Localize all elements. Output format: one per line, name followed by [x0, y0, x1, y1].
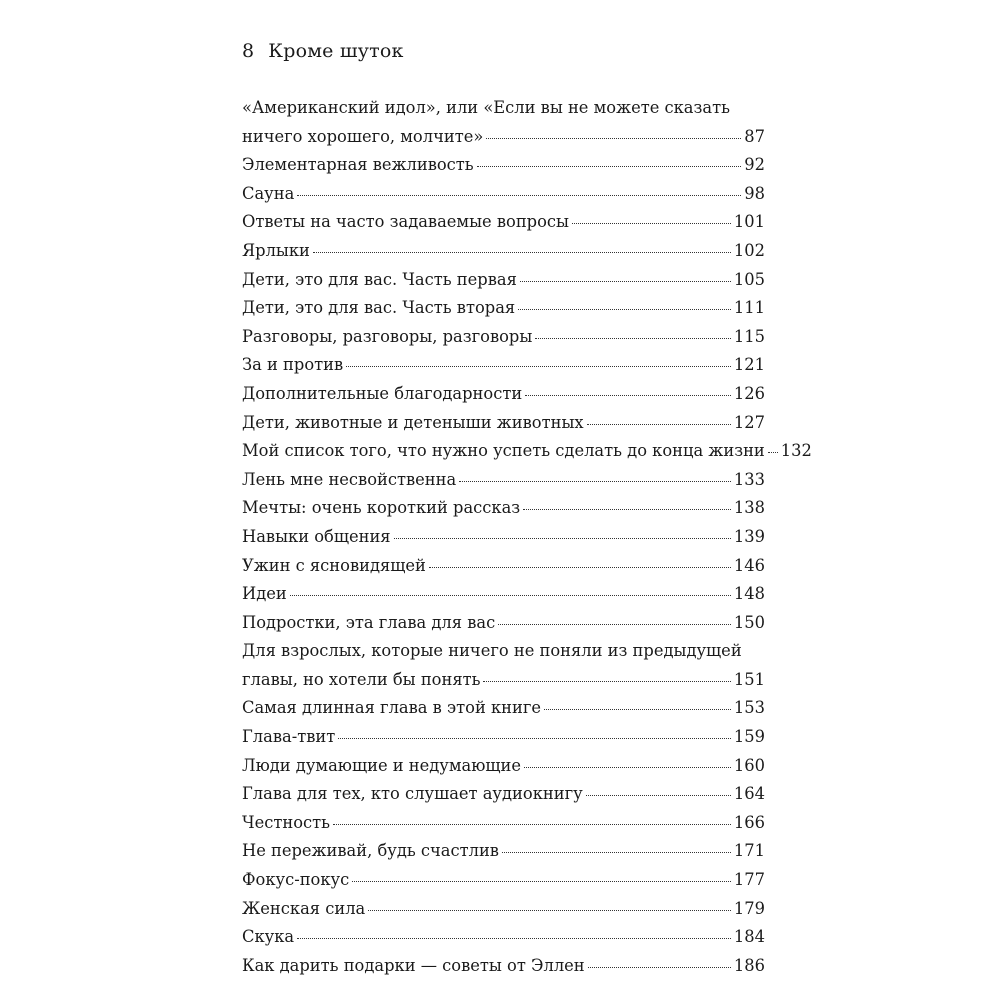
dot-leader	[346, 366, 731, 367]
toc-entry-title: Люди думающие и недумающие	[242, 755, 522, 775]
toc-entry	[242, 494, 765, 523]
dot-leader	[429, 567, 731, 568]
toc-entry-page: 164	[733, 784, 765, 804]
toc-entry-title: За и против	[242, 355, 344, 375]
toc-entry	[242, 380, 765, 409]
toc-entry-title: Навыки общения	[242, 526, 391, 546]
toc-entry-page: 98	[744, 183, 765, 203]
toc-entry	[242, 580, 765, 609]
toc-entry-title: Дети, это для вас. Часть вторая	[242, 298, 516, 318]
toc-entry-title: главы, но хотели бы понять	[242, 669, 481, 689]
table-of-contents	[242, 94, 812, 980]
toc-entry-page: 102	[733, 240, 765, 260]
dot-leader	[477, 166, 742, 167]
toc-entry-title: Скука	[242, 927, 295, 947]
dot-leader	[588, 967, 731, 968]
toc-entry-title-line1: «Американский идол», или «Если вы не можете сказать	[242, 98, 730, 117]
dot-leader	[768, 452, 778, 453]
toc-entry-title: Фокус-покус	[242, 870, 350, 890]
toc-entry-title: Разговоры, разговоры, разговоры	[242, 326, 533, 346]
toc-entry	[242, 237, 765, 266]
dot-leader	[297, 938, 731, 939]
toc-entry-page: 160	[733, 755, 765, 775]
toc-entry-page: 184	[733, 927, 765, 947]
toc-entry-title: Дети, это для вас. Часть первая	[242, 269, 517, 289]
toc-entry	[242, 323, 765, 352]
toc-entry	[242, 723, 765, 752]
toc-entry	[242, 294, 765, 323]
toc-entry-page: 177	[733, 870, 765, 890]
toc-entry-title: Дополнительные благодарности	[242, 383, 523, 403]
page-number: 8	[242, 40, 255, 62]
toc-entry-title: Ужин с ясновидящей	[242, 555, 426, 575]
toc-entry-title: Как дарить подарки — советы от Эллен	[242, 955, 585, 975]
toc-entry	[242, 637, 765, 694]
dot-leader	[524, 767, 731, 768]
toc-entry-page: 121	[733, 355, 765, 375]
running-header	[242, 40, 404, 62]
toc-entry	[242, 866, 765, 895]
dot-leader	[483, 681, 730, 682]
toc-entry-title: Мой список того, что нужно успеть сделать до конца жизни	[242, 441, 765, 461]
toc-entry-page: 127	[733, 412, 765, 432]
toc-entry-title: Честность	[242, 812, 330, 832]
dot-leader	[368, 910, 731, 911]
toc-entry	[242, 180, 765, 209]
toc-entry-page: 126	[733, 383, 765, 403]
dot-leader	[502, 852, 731, 853]
dot-leader	[352, 881, 731, 882]
dot-leader	[297, 195, 741, 196]
dot-leader	[525, 395, 731, 396]
dot-leader	[518, 309, 731, 310]
toc-entry-page: 179	[733, 898, 765, 918]
dot-leader	[486, 138, 741, 139]
toc-entry	[242, 466, 765, 495]
toc-entry	[242, 952, 765, 981]
toc-entry	[242, 809, 765, 838]
toc-entry-page: 151	[733, 669, 765, 689]
toc-entry	[242, 923, 765, 952]
toc-entry-page: 132	[780, 441, 812, 461]
dot-leader	[290, 595, 731, 596]
dot-leader	[523, 509, 731, 510]
toc-entry	[242, 752, 765, 781]
toc-entry-page: 146	[733, 555, 765, 575]
toc-entry	[242, 609, 765, 638]
dot-leader	[535, 338, 731, 339]
toc-entry-page: 148	[733, 584, 765, 604]
toc-entry	[242, 409, 765, 438]
toc-entry-title: Элементарная вежливость	[242, 155, 474, 175]
toc-entry-page: 133	[733, 469, 765, 489]
toc-entry-title: Идеи	[242, 584, 287, 604]
toc-entry-title: ничего хорошего, молчите»	[242, 126, 484, 146]
toc-entry-page: 139	[733, 526, 765, 546]
toc-entry-page: 159	[733, 727, 765, 747]
dot-leader	[586, 795, 731, 796]
toc-entry	[242, 437, 812, 466]
toc-entry	[242, 780, 765, 809]
toc-entry-title: Самая длинная глава в этой книге	[242, 698, 542, 718]
dot-leader	[498, 624, 731, 625]
toc-entry-page: 105	[733, 269, 765, 289]
dot-leader	[313, 252, 731, 253]
toc-entry-page: 115	[733, 326, 765, 346]
toc-entry-title: Ответы на часто задаваемые вопросы	[242, 212, 569, 232]
toc-entry-title: Глава для тех, кто слушает аудиокнигу	[242, 784, 583, 804]
dot-leader	[333, 824, 731, 825]
dot-leader	[587, 424, 731, 425]
toc-entry-page: 138	[733, 498, 765, 518]
toc-entry	[242, 266, 765, 295]
toc-entry-page: 171	[733, 841, 765, 861]
toc-entry	[242, 208, 765, 237]
toc-entry	[242, 351, 765, 380]
toc-entry	[242, 552, 765, 581]
toc-entry-page: 186	[733, 955, 765, 975]
toc-entry	[242, 895, 765, 924]
toc-entry	[242, 837, 765, 866]
toc-entry-page: 87	[744, 126, 765, 146]
toc-entry-page: 153	[733, 698, 765, 718]
toc-entry-title: Женская сила	[242, 898, 366, 918]
toc-entry-page: 111	[733, 298, 765, 318]
toc-entry-title: Сауна	[242, 183, 295, 203]
dot-leader	[459, 481, 731, 482]
toc-entry	[242, 151, 765, 180]
toc-entry-title: Дети, животные и детеныши животных	[242, 412, 584, 432]
toc-entry-title-line1: Для взрослых, которые ничего не поняли из предыдущей	[242, 641, 742, 661]
toc-entry-page: 92	[744, 155, 765, 175]
toc-entry	[242, 694, 765, 723]
dot-leader	[572, 223, 731, 224]
toc-entry-page: 150	[733, 612, 765, 632]
running-title: Кроме шуток	[268, 40, 404, 62]
toc-entry-title: Глава-твит	[242, 727, 336, 747]
toc-entry-title: Подростки, эта глава для вас	[242, 612, 496, 632]
toc-entry-title: Лень мне несвойственна	[242, 469, 457, 489]
toc-entry-page: 101	[733, 212, 765, 232]
toc-entry-title: Ярлыки	[242, 240, 310, 260]
dot-leader	[520, 281, 731, 282]
toc-entry	[242, 94, 765, 151]
dot-leader	[394, 538, 731, 539]
toc-entry-page: 166	[733, 812, 765, 832]
dot-leader	[544, 709, 731, 710]
toc-entry-title: Мечты: очень короткий рассказ	[242, 498, 521, 518]
dot-leader	[338, 738, 731, 739]
toc-entry	[242, 523, 765, 552]
toc-entry-title: Не переживай, будь счастлив	[242, 841, 499, 861]
